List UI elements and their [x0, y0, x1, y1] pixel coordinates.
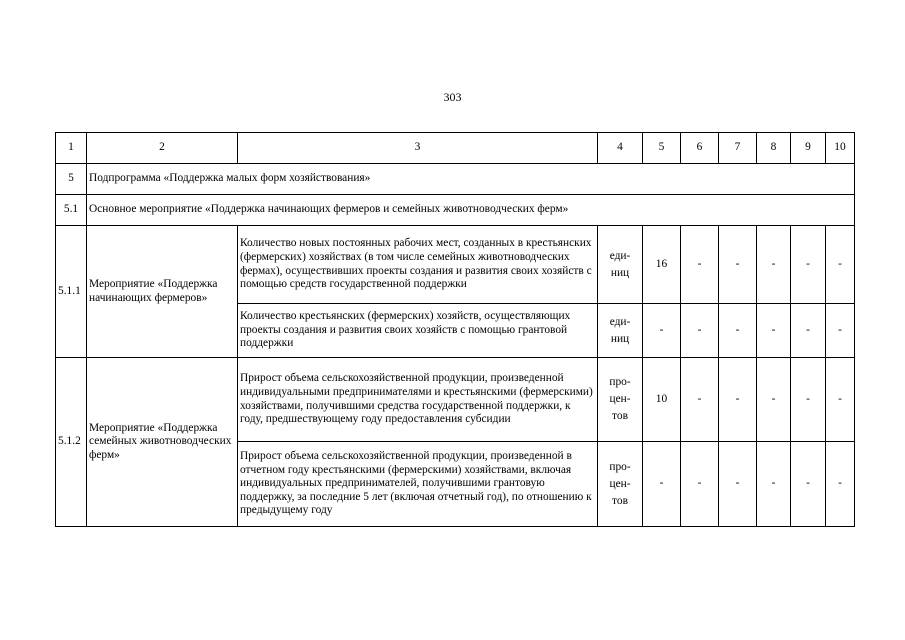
subprogram-number: 5 [56, 164, 87, 195]
value-cell: 10 [643, 358, 681, 442]
indicator-cell: Прирост объема сельскохозяйственной продукции, произведенной индивидуальными предпринимателями и крестьянскими (фермерскими) хозяйствами, получившими средства государственной поддержки, к году, предшествующему году предоставления субсидии [238, 358, 598, 442]
value-cell: - [757, 226, 791, 304]
indicator-cell: Прирост объема сельскохозяйственной продукции, произведенной в отчетном году крестьянскими (фермерскими) хозяйствами, включая индивидуальных предпринимателей, получившими грантовую поддержку, за последние 5 лет (включая отчетный год), по отношению к предыдущему году [238, 442, 598, 527]
unit-line: еди- [609, 249, 631, 262]
value-cell: - [826, 304, 855, 358]
value-cell: - [719, 304, 757, 358]
subprogram-row [56, 164, 855, 195]
header-row [56, 133, 855, 164]
unit-line: ниц [610, 266, 630, 279]
unit-line: ниц [610, 332, 630, 345]
value-cell: - [643, 304, 681, 358]
event-number: 5.1.1 [56, 226, 87, 358]
value-cell: - [791, 442, 826, 527]
header-cell: 10 [826, 133, 855, 164]
header-cell: 4 [598, 133, 643, 164]
unit-cell [598, 358, 643, 442]
value-cell: - [791, 358, 826, 442]
main-event-row [56, 195, 855, 226]
main-event-number: 5.1 [56, 195, 87, 226]
indicators-table [55, 132, 855, 527]
value-cell: - [757, 358, 791, 442]
value-cell: - [757, 442, 791, 527]
indicator-cell: Количество новых постоянных рабочих мест, созданных в крестьянских (фермерских) хозяйствах (в том числе семейных животноводческих фермах), осуществивших проекты создания и развития своих хозяйств с помощью средств государственной поддержки [238, 226, 598, 304]
unit-line: цен- [609, 477, 631, 490]
unit-line: тов [612, 410, 628, 422]
value-cell: - [791, 304, 826, 358]
value-cell: - [681, 442, 719, 527]
subprogram-title: Подпрограмма «Поддержка малых форм хозяйствования» [87, 164, 855, 195]
event-number: 5.1.2 [56, 358, 87, 527]
value-cell: - [681, 304, 719, 358]
value-cell: - [681, 358, 719, 442]
value-cell: - [681, 226, 719, 304]
value-cell: - [643, 442, 681, 527]
main-event-title: Основное мероприятие «Поддержка начинающих фермеров и семейных животноводческих ферм» [87, 195, 855, 226]
unit-cell [598, 226, 643, 304]
value-cell: - [826, 358, 855, 442]
header-cell: 3 [238, 133, 598, 164]
page-number: 303 [443, 90, 462, 104]
unit-cell [598, 442, 643, 527]
header-cell: 2 [87, 133, 238, 164]
table-row [56, 358, 855, 442]
unit-cell [598, 304, 643, 358]
unit-line: про- [609, 460, 631, 473]
header-cell: 8 [757, 133, 791, 164]
header-cell: 1 [56, 133, 87, 164]
header-cell: 9 [791, 133, 826, 164]
header-cell: 5 [643, 133, 681, 164]
value-cell: - [826, 442, 855, 527]
unit-line: цен- [609, 393, 631, 405]
unit-line: еди- [609, 315, 631, 328]
value-cell: - [791, 226, 826, 304]
unit-line: тов [612, 494, 628, 507]
value-cell: 16 [643, 226, 681, 304]
indicator-cell: Количество крестьянских (фермерских) хозяйств, осуществляющих проекты создания и развития своих хозяйств с помощью грантовой поддержки [238, 304, 598, 358]
unit-line: про- [609, 376, 631, 388]
value-cell: - [719, 442, 757, 527]
event-name: Мероприятие «Поддержка семейных животноводческих ферм» [87, 358, 238, 527]
value-cell: - [826, 226, 855, 304]
header-cell: 6 [681, 133, 719, 164]
event-name: Мероприятие «Поддержка начинающих фермеров» [87, 226, 238, 358]
value-cell: - [719, 358, 757, 442]
value-cell: - [757, 304, 791, 358]
value-cell: - [719, 226, 757, 304]
header-cell: 7 [719, 133, 757, 164]
table-row [56, 226, 855, 304]
